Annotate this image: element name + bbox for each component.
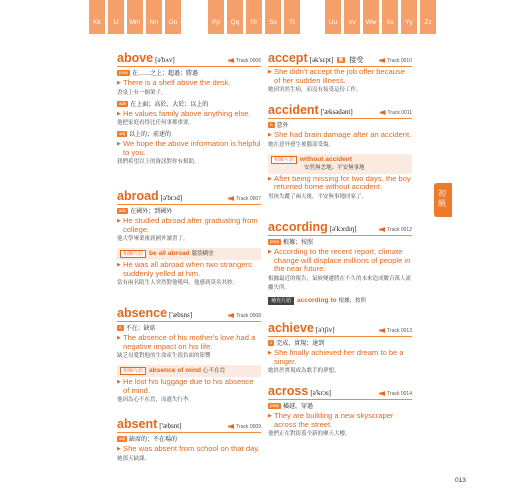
example-zh: 她在意外發生後腦部受傷。 (268, 141, 335, 148)
example-en: ▶ She finally achieved her dream to be a singer. (268, 349, 412, 366)
page-number: 013 (455, 477, 466, 484)
phrase-keyword: absence of mind (149, 367, 202, 375)
phonetic: ['æbsns] (169, 311, 193, 319)
example-zh: 他把家庭看得比任何事都重要。 (117, 120, 195, 127)
pos-badge: adj (119, 131, 126, 137)
related-phrase (268, 154, 412, 174)
tab-rr[interactable]: Rr (246, 0, 262, 34)
example-zh: 他大學畢業後到國外讀書了。 (117, 236, 189, 243)
pos-badge: adv (119, 208, 127, 213)
phrase-tag: 相關片語 (120, 367, 146, 375)
pos-badge: adv (119, 100, 127, 106)
speaker-icon[interactable] (228, 196, 234, 201)
pos-badge: n (119, 325, 122, 330)
audio-track[interactable]: Track 0007 (228, 196, 261, 202)
tab-yy[interactable]: Yy (401, 0, 417, 34)
entry-above (117, 52, 261, 167)
tab-nn[interactable]: Nn (146, 0, 162, 34)
pos-badge: 動 (338, 57, 344, 62)
related-phrase (117, 365, 261, 377)
example-zh: 書桌上有一個架子。 (117, 89, 167, 96)
definition: prep 在……之上；超過；勝過 (119, 70, 199, 77)
phrase-meaning: 根據，按照 (338, 297, 367, 304)
example-en: ▶ She had brain damage after an accident. (268, 131, 412, 140)
audio-track[interactable]: Track 0008 (228, 313, 261, 319)
headword: absent ['æbsnt] (117, 417, 182, 431)
audio-track[interactable]: Track 0012 (379, 227, 412, 233)
entry-according (268, 221, 412, 305)
phonetic: ['æksədənt] (320, 108, 353, 116)
example-zh: 男孩失蹤了兩天後，平安無事地回家了。 (268, 193, 368, 200)
entry-across (268, 385, 412, 439)
entry-header (268, 52, 412, 67)
headword: according [ə'kɔrdɪŋ] (268, 220, 357, 234)
entry-header (117, 307, 261, 322)
tab-kk[interactable]: Kk (89, 0, 105, 34)
example-zh: 我們希望以上的資訊對你有幫助。 (117, 159, 200, 166)
entry-absent (117, 418, 261, 464)
tab-tt[interactable]: Tt (284, 0, 300, 34)
level-side-tab[interactable]: 初級 (434, 183, 452, 217)
phonetic: ['æbsnt] (159, 422, 182, 430)
entry-header (268, 221, 412, 236)
phrase-meaning: 腦袋糊塗 (191, 251, 214, 258)
audio-track[interactable]: Track 0009 (228, 424, 261, 430)
speaker-icon[interactable] (228, 313, 234, 318)
headword: achieve [ə'tʃiv] (268, 321, 335, 335)
tab-ss[interactable]: Ss (265, 0, 281, 34)
tab-pp[interactable]: Pp (208, 0, 224, 34)
tab-zz[interactable]: Zz (420, 0, 436, 34)
example-zh: 當有兩名陌生人突然對他吼叫，他感到莫名其妙。 (117, 280, 239, 287)
entry-abroad (117, 190, 261, 288)
audio-track[interactable]: Track 0006 (228, 58, 261, 64)
tab-uu[interactable]: Uu (325, 0, 341, 34)
example-en: ▶ There is a shelf above the desk. (117, 79, 261, 88)
entry-header (268, 385, 412, 400)
supplementary-phrase (268, 296, 412, 305)
phrase-keyword: without accident (300, 155, 353, 163)
phrase-keyword: be all abroad (149, 250, 190, 258)
phrase-tag: 相關片語 (271, 156, 297, 164)
phrase-tag: 相關片語 (120, 250, 146, 258)
speaker-icon[interactable] (379, 58, 385, 63)
phrase-keyword: according to (297, 296, 337, 304)
headword: accident ['æksədənt] (268, 103, 353, 117)
entry-accident (268, 104, 412, 202)
entry-header (117, 190, 261, 205)
definition: adv 在上面；高於、大於；以上的 (119, 100, 209, 108)
pos-badge: prep (270, 239, 280, 244)
tab-oo[interactable]: Oo (165, 0, 181, 34)
example-zh: 他們正在對街蓋全新的摩天大樓。 (268, 431, 351, 438)
pos-badge: prep (270, 403, 280, 408)
pos-badge: prep (119, 70, 129, 75)
related-phrase (117, 248, 261, 260)
phonetic: [ə'bʌv] (155, 56, 175, 64)
audio-track[interactable]: Track 0013 (379, 328, 412, 334)
example-zh: 他因為心不在焉，而遺失行李。 (117, 397, 195, 404)
definition: adv 在國外；到國外 (119, 208, 173, 215)
tab-qq[interactable]: Qq (227, 0, 243, 34)
phrase-tag: 補充片語 (268, 297, 294, 305)
headword: across [ə'krɔs] (268, 384, 332, 398)
example-en: ▶ He lost his luggage due to his absence of mind. (117, 378, 261, 395)
example-en: ▶ According to the recent report, climate change will displace millions of people in the near future. (268, 248, 412, 274)
definition: adj 缺席的；不在場的 (119, 436, 178, 443)
definition: v 完成，實現；達到 (270, 340, 325, 347)
entry-accept (268, 52, 412, 95)
pos-badge: v (270, 340, 273, 345)
tab-xx[interactable]: Xx (382, 0, 398, 34)
example-en: ▶ They are building a new skyscraper across the street. (268, 412, 412, 429)
headword: accept [ək'sɛpt] 動 接受 (268, 51, 364, 65)
example-en: ▶ She was absent from school on that day. (117, 445, 261, 454)
entry-header (117, 52, 261, 67)
entry-header (268, 104, 412, 119)
entry-absence (117, 307, 261, 405)
speaker-icon[interactable] (379, 227, 385, 232)
entry-header (268, 322, 412, 337)
speaker-icon[interactable] (380, 110, 386, 115)
speaker-icon[interactable] (379, 391, 385, 396)
example-en: ▶ She didn't accept the job offer because of her sudden illness. (268, 68, 412, 85)
phonetic: [ə'kɔrdɪŋ] (329, 225, 357, 233)
definition: prep 橫越，穿過 (270, 403, 314, 410)
headword: abroad [ə'brɔd] (117, 189, 183, 203)
speaker-icon[interactable] (379, 328, 385, 333)
headword: absence ['æbsns] (117, 306, 193, 320)
definition: n 意外 (270, 122, 289, 129)
audio-track[interactable]: Track 0011 (380, 110, 412, 116)
tab-vv[interactable]: Vv (344, 0, 360, 34)
example-zh: 缺乏母愛對他的生命產生很負面的影響 (117, 353, 211, 360)
definition: n 不在；缺席 (119, 325, 156, 332)
alphabet-tab-bar (0, 0, 520, 34)
example-zh: 她終於實現成為歌手的夢想。 (268, 368, 340, 375)
definition: prep 根據；按照 (270, 239, 314, 246)
entry-achieve (268, 322, 412, 376)
example-en: ▶ We hope the above information is helpful to you. (117, 140, 261, 157)
phonetic: [ə'krɔs] (310, 389, 332, 397)
entry-header (117, 418, 261, 433)
example-zh: 根據最近的報告，氣候變遷將在不久的未來造成數百萬人流離失所。 (268, 275, 412, 291)
example-en: ▶ The absence of his mother's love had a negative impact on his life. (117, 334, 261, 351)
speaker-icon[interactable] (228, 58, 234, 63)
phonetic: [ək'sɛpt] (309, 56, 334, 64)
tab-ll[interactable]: Ll (108, 0, 124, 34)
example-en: ▶ After being missing for two days, the boy returned home without accident. (268, 175, 412, 192)
pos-badge: adj (119, 436, 126, 441)
example-zh: 她那天缺課。 (117, 455, 151, 462)
phonetic: [ə'tʃiv] (315, 326, 335, 334)
example-en: ▶ He was all abroad when two strangers suddenly yelled at him. (117, 261, 261, 278)
phrase-meaning: 安然無恙地；平安無事地 (304, 164, 365, 171)
headword: above [ə'bʌv] (117, 51, 175, 65)
audio-track[interactable]: Track 0010 (379, 58, 412, 64)
tab-mm[interactable]: Mm (127, 0, 143, 34)
example-zh: 她因突然生病，而沒有接受這份工作。 (268, 87, 362, 94)
phrase-meaning: 心不在焉 (202, 368, 225, 375)
example-en: ▶ He studied abroad after graduating from college. (117, 217, 261, 234)
definition: 接受 (349, 56, 364, 64)
phonetic: [ə'brɔd] (160, 194, 183, 202)
example-en: ▶ He values family above anything else. (117, 110, 261, 119)
pos-badge: n (270, 122, 273, 127)
definition: adj 以上的；前述的 (119, 131, 172, 139)
tab-ww[interactable]: Ww (363, 0, 379, 34)
audio-track[interactable]: Track 0014 (379, 391, 412, 397)
speaker-icon[interactable] (228, 424, 234, 429)
